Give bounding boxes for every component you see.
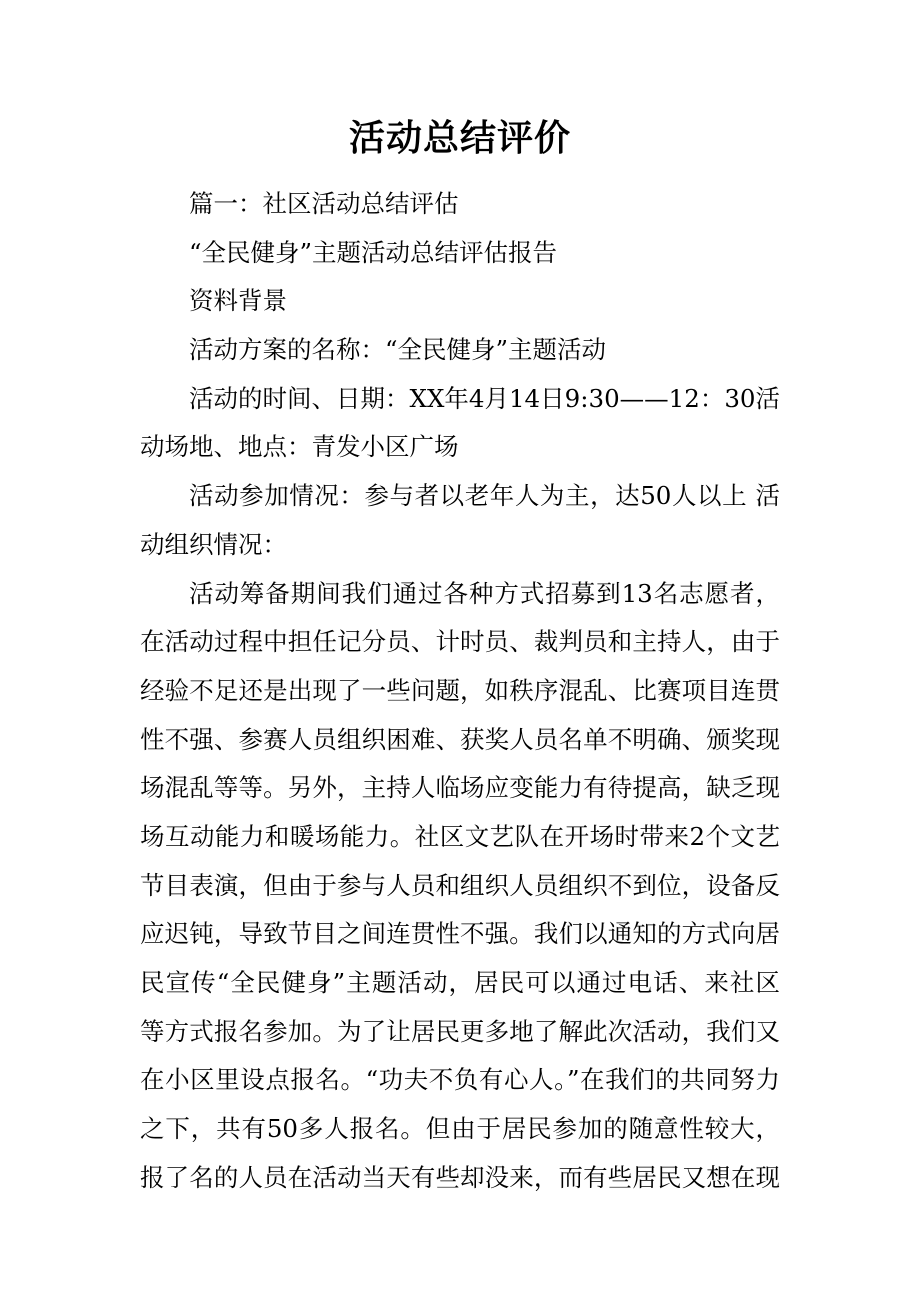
body-line: 在活动过程中担任记分员、计时员、裁判员和主持人，由于	[140, 627, 780, 657]
document-title: 活动总结评价	[348, 117, 571, 159]
body-line: 报了名的人员在活动当天有些却没来，而有些居民又想在现	[140, 1162, 780, 1192]
body-line: 活动参加情况：参与者以老年人为主，达50人以上 活	[189, 481, 780, 511]
body-line: 性不强、参赛人员组织困难、获奖人员名单不明确、颁奖现	[140, 724, 780, 754]
body-line: 在小区里设点报名。“功夫不负有心人。”在我们的共同努力	[140, 1065, 780, 1095]
body-line: 场混乱等等。另外，主持人临场应变能力有待提高，缺乏现	[140, 773, 780, 803]
body-line: 场互动能力和暖场能力。社区文艺队在开场时带来2个文艺	[140, 821, 780, 851]
body-line: 动场地、地点：青发小区广场	[140, 432, 459, 462]
body-line: 篇一：社区活动总结评估	[189, 189, 459, 218]
body-line: 等方式报名参加。为了让居民更多地了解此次活动，我们又	[140, 1016, 780, 1046]
body-line: 活动方案的名称：“全民健身”主题活动	[189, 335, 607, 365]
body-line: 资料背景	[189, 286, 287, 316]
body-line: 之下，共有50多人报名。但由于居民参加的随意性较大，	[140, 1114, 780, 1144]
body-line: 民宣传“全民健身”主题活动，居民可以通过电话、来社区	[140, 968, 780, 997]
body-line: 应迟钝，导致节目之间连贯性不强。我们以通知的方式向居	[140, 919, 780, 949]
body-line: 动组织情况：	[140, 529, 287, 559]
body-line: 活动筹备期间我们通过各种方式招募到13名志愿者，	[189, 578, 780, 608]
body-line: 经验不足还是出现了一些问题，如秩序混乱、比赛项目连贯	[140, 675, 780, 705]
body-line: 节目表演，但由于参与人员和组织人员组织不到位，设备反	[140, 870, 780, 900]
document-body	[140, 180, 780, 1202]
body-line: 活动的时间、日期：XX年4月14日9:30——12：30活	[189, 383, 780, 413]
body-line: “全民健身”主题活动总结评估报告	[189, 237, 558, 267]
